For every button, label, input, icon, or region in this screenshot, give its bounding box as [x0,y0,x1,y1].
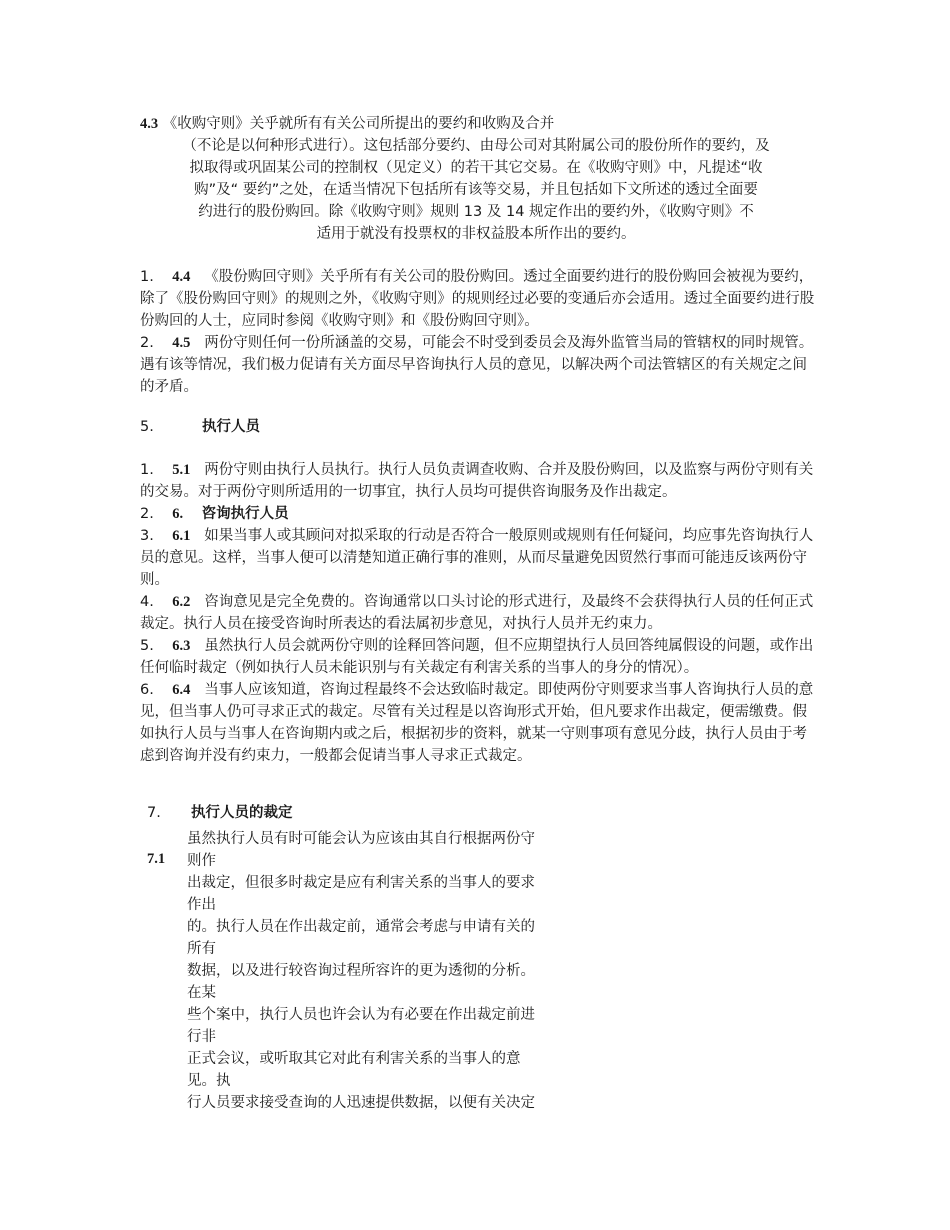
paragraph-line: 行人员要求接受查询的人迅速提供数据，以便有关决定 [187,1095,535,1111]
clause-number: 6.1 [172,528,191,544]
clause-number: 6.2 [172,594,191,610]
paragraph-line: 正式会议，或听取其它对此有利害关系的当事人的意 [187,1051,521,1067]
heading-title: 执行人员的裁定 [190,805,293,821]
clause-number: 6. [172,506,184,522]
list-index: 3. [140,528,154,544]
clause-number: 4.4 [172,269,191,285]
clause-text: 如果当事人或其顾问对拟采取的行动是否符合一般原则或规则有任何疑问，均应事先咨询执行人员的意见。这样，当事人便可以清楚知道正确行事的准则，从而尽量避免因贸然行事而可能违反该两份守则。 [140,528,814,588]
list-item [140,525,818,591]
list-item [140,266,818,332]
paragraph-line: 虽然执行人员有时可能会认为应该由其自行根据两份守 [187,831,535,847]
paragraph-line: 适用于就没有投票权的非权益股本所作出的要约。 [316,226,636,242]
section-4-3-body [140,135,812,245]
numbered-list-4 [140,266,818,398]
paragraph-line: 在某 [187,985,216,1001]
list-item [140,459,818,503]
clause-text: 两份守则任何一份所涵盖的交易，可能会不时受到委员会及海外监管当局的管辖权的同时规管。遇有该等情况，我们极力促请有关方面尽早咨询执行人员的意见，以解决两个司法管辖区的有关规定之间的矛盾。 [140,335,814,395]
list-index: 2. [140,335,154,351]
clause-text: 当事人应该知道，咨询过程最终不会达致临时裁定。即使两份守则要求当事人咨询执行人员的意见，但当事人仍可寻求正式的裁定。尽管有关过程是以咨询形式开始，但凡要求作出裁定，便需缴费。假如执行人员与当事人在咨询期内或之后，根据初步的资料，就某一守则事项有意见分歧，执行人员由于考虑到咨询并没有约束力，一般都会促请当事人寻求正式裁定。 [140,682,814,764]
paragraph-line: 些个案中，执行人员也许会认为有必要在作出裁定前进 [187,1007,535,1023]
clause-text: 咨询意见是完全免费的。咨询通常以口头讨论的形式进行，及最终不会获得执行人员的任何正式裁定。执行人员在接受咨询时所表达的看法属初步意见，对执行人员并无约束力。 [140,594,814,632]
list-index: 2. [140,506,154,522]
numbered-list-5-6 [140,459,818,767]
paragraph-line: 约进行的股份购回。除《收购守则》规则 13 及 14 规定作出的要约外，《收购守则》不 [198,204,754,220]
paragraph-line: 所有 [187,941,216,957]
clause-number: 5.1 [172,462,191,478]
clause-number-7-1: 7.1 [147,851,166,867]
clause-number: 6.4 [172,682,191,698]
section-4-3 [140,113,812,245]
section-4-3-heading-line [140,113,812,135]
heading-number: 5. [140,419,154,435]
list-index: 6. [140,682,154,698]
paragraph-line: 数据，以及进行较咨询过程所容许的更为透彻的分析。 [187,963,535,979]
list-item [140,679,818,767]
list-item [140,635,818,679]
paragraph-line: 出裁定，但很多时裁定是应有利害关系的当事人的要求 [187,875,535,891]
paragraph-line: 则作 [187,853,216,869]
list-index: 1. [140,462,154,478]
paragraph-line: 作出 [187,897,216,913]
list-index: 4. [140,594,154,610]
heading-number: 7. [147,805,161,821]
paragraph-line: 购”及“ 要约”之处，在适当情况下包括所有该等交易，并且包括如下文所述的透过全面要 [194,182,758,198]
paragraph-line: 见。执 [187,1073,231,1089]
clause-number: 6.3 [172,638,191,654]
list-index: 1. [140,269,154,285]
clause-text: 《股份购回守则》关乎所有有关公司的股份购回。透过全面要约进行的股份购回会被视为要约，除了《股份购回守则》的规则之外，《收购守则》的规则经过必要的变通后亦会适用。透过全面要约进行股份购回的人士，应同时参阅《收购守则》和《股份购回守则》。 [140,269,815,329]
section-7-1-body [187,828,582,1114]
subheading-text: 咨询执行人员 [201,506,289,522]
list-item [140,591,818,635]
heading-section-7 [147,801,292,822]
paragraph-line: 行非 [187,1029,216,1045]
section-heading-text: 《收购守则》关乎就所有有关公司所提出的要约和收购及合并 [162,116,555,132]
clause-number: 4.5 [172,335,191,351]
paragraph-line: （不论是以何种形式进行）。这包括部分要约、由母公司对其附属公司的股份所作的要约，及 [182,138,770,154]
paragraph-line: 的。执行人员在作出裁定前，通常会考虑与申请有关的 [187,919,535,935]
section-number: 4.3 [140,116,159,132]
clause-text: 两份守则由执行人员执行。执行人员负责调查收购、合并及股份购回，以及监察与两份守则有关的交易。对于两份守则所适用的一切事宜，执行人员均可提供咨询服务及作出裁定。 [140,462,814,500]
list-item [140,503,818,525]
heading-section-5 [140,415,260,436]
clause-text: 虽然执行人员会就两份守则的诠释回答问题，但不应期望执行人员回答纯属假设的问题，或作出任何临时裁定（例如执行人员未能识别与有关裁定有利害关系的当事人的身分的情况）。 [140,638,814,676]
list-item [140,332,818,398]
heading-title: 执行人员 [201,419,260,435]
paragraph-line: 拟取得或巩固某公司的控制权（见定义）的若干其它交易。在《收购守则》中，凡提述“收 [189,160,763,176]
list-index: 5. [140,638,154,654]
